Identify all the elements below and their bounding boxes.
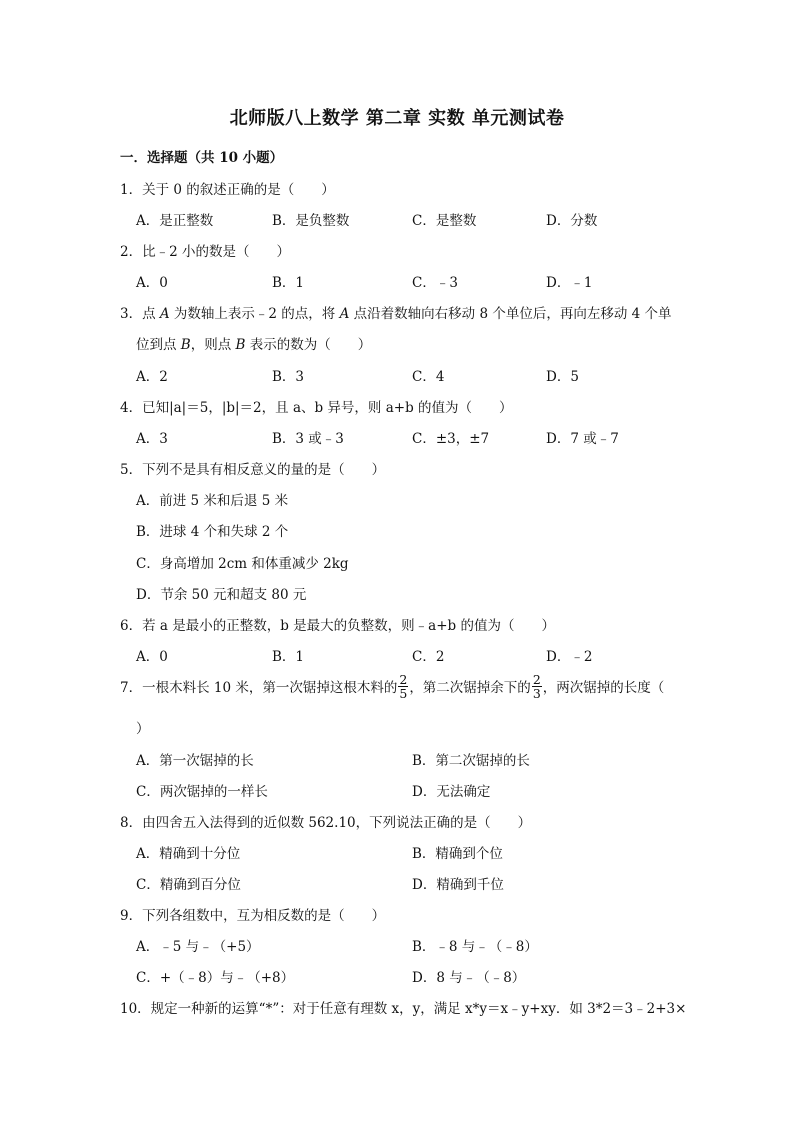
- q6-option-c[interactable]: C．2: [412, 649, 445, 665]
- q2-option-b[interactable]: B．1: [272, 275, 305, 291]
- q3-option-b[interactable]: B．3: [272, 369, 305, 385]
- fraction-two-thirds: [532, 673, 542, 700]
- q3-option-a[interactable]: A．2: [136, 369, 168, 385]
- question-8: 8．由四舍五入法得到的近似数 562.10，下列说法正确的是（ ）: [120, 815, 532, 831]
- fraction-denominator: 3: [532, 686, 541, 701]
- q4-option-a[interactable]: A．3: [136, 431, 168, 447]
- q3-var-b: B: [235, 337, 246, 353]
- q4-option-b[interactable]: B．3 或﹣3: [272, 431, 344, 447]
- q5-option-c[interactable]: C．身高增加 2cm 和体重减少 2kg: [136, 556, 349, 572]
- question-5: 5．下列不是具有相反意义的量的是（ ）: [120, 462, 386, 478]
- q3-var-b: B: [180, 337, 191, 353]
- q1-option-c[interactable]: C．是整数: [412, 213, 477, 229]
- question-3: [120, 302, 672, 322]
- q1-option-d[interactable]: D．分数: [546, 213, 598, 229]
- question-3-continued: [136, 333, 371, 353]
- q3-text: 表示的数为（ ）: [245, 337, 372, 353]
- q3-var-a: A: [159, 306, 170, 322]
- q4-option-c[interactable]: C．±3，±7: [412, 431, 490, 447]
- q3-text: 位到点: [136, 337, 181, 353]
- fraction-two-fifths: [398, 673, 408, 700]
- q7-option-b[interactable]: B．第二次锯掉的长: [412, 753, 530, 769]
- q6-option-b[interactable]: B．1: [272, 649, 305, 665]
- q7-option-d[interactable]: D．无法确定: [412, 784, 491, 800]
- q7-text: ，两次锯掉的长度（: [542, 680, 665, 696]
- q7-text: ，第二次锯掉余下的: [409, 680, 531, 696]
- q9-option-b[interactable]: B．﹣8 与﹣（﹣8）: [412, 939, 538, 955]
- q1-option-b[interactable]: B．是负整数: [272, 213, 350, 229]
- section-heading: 一．选择题（共 10 小题）: [120, 150, 284, 166]
- q3-option-d[interactable]: D．5: [546, 369, 579, 385]
- q3-text: 为数轴上表示﹣2 的点，将: [169, 306, 340, 322]
- question-6: 6．若 a 是最小的正整数，b 是最大的负整数，则﹣a+b 的值为（ ）: [120, 618, 555, 634]
- q3-option-c[interactable]: C．4: [412, 369, 445, 385]
- page-title: 北师版八上数学 第二章 实数 单元测试卷: [229, 108, 565, 129]
- question-7: [120, 672, 665, 702]
- q3-text: ，则点: [190, 337, 236, 353]
- q9-option-a[interactable]: A．﹣5 与﹣（+5）: [136, 939, 260, 955]
- q7-option-c[interactable]: C．两次锯掉的一样长: [136, 784, 268, 800]
- q8-option-c[interactable]: C．精确到百分位: [136, 877, 241, 893]
- fraction-numerator: 2: [532, 672, 541, 687]
- q6-option-d[interactable]: D．﹣2: [546, 649, 593, 665]
- question-7-continued: ）: [136, 721, 150, 737]
- q9-option-d[interactable]: D．8 与﹣（﹣8）: [412, 970, 526, 986]
- q3-var-a: A: [339, 306, 350, 322]
- q7-option-a[interactable]: A．第一次锯掉的长: [136, 753, 254, 769]
- q2-option-a[interactable]: A．0: [136, 275, 168, 291]
- q8-option-b[interactable]: B．精确到个位: [412, 846, 503, 862]
- q7-text: 7．一根木料长 10 米，第一次锯掉这根木料的: [120, 680, 398, 696]
- question-10: 10．规定一种新的运算“*”：对于任意有理数 x，y，满足 x*y＝x﹣y+xy．如 3*2＝3﹣2+3×: [120, 1001, 687, 1017]
- q8-option-a[interactable]: A．精确到十分位: [136, 846, 241, 862]
- fraction-denominator: 5: [399, 686, 408, 701]
- q8-option-d[interactable]: D．精确到千位: [412, 877, 504, 893]
- q6-option-a[interactable]: A．0: [136, 649, 168, 665]
- question-4: 4．已知|a|＝5，|b|＝2，且 a、b 异号，则 a+b 的值为（ ）: [120, 400, 513, 416]
- question-9: 9．下列各组数中，互为相反数的是（ ）: [120, 908, 386, 924]
- q4-option-d[interactable]: D．7 或﹣7: [546, 431, 619, 447]
- q5-option-b[interactable]: B．进球 4 个和失球 2 个: [136, 524, 289, 540]
- q2-option-d[interactable]: D．﹣1: [546, 275, 593, 291]
- q2-option-c[interactable]: C．﹣3: [412, 275, 458, 291]
- fraction-numerator: 2: [399, 672, 408, 687]
- question-2: 2．比﹣2 小的数是（ ）: [120, 244, 290, 260]
- q9-option-c[interactable]: C．+（﹣8）与﹣（+8）: [136, 970, 295, 986]
- question-1: 1．关于 0 的叙述正确的是（ ）: [120, 182, 335, 198]
- q5-option-a[interactable]: A．前进 5 米和后退 5 米: [136, 493, 289, 509]
- q3-text: 3．点: [120, 306, 160, 322]
- q3-text: 点沿着数轴向右移动 8 个单位后，再向左移动 4 个单: [349, 306, 672, 322]
- q1-option-a[interactable]: A．是正整数: [136, 213, 214, 229]
- q5-option-d[interactable]: D．节余 50 元和超支 80 元: [136, 587, 307, 603]
